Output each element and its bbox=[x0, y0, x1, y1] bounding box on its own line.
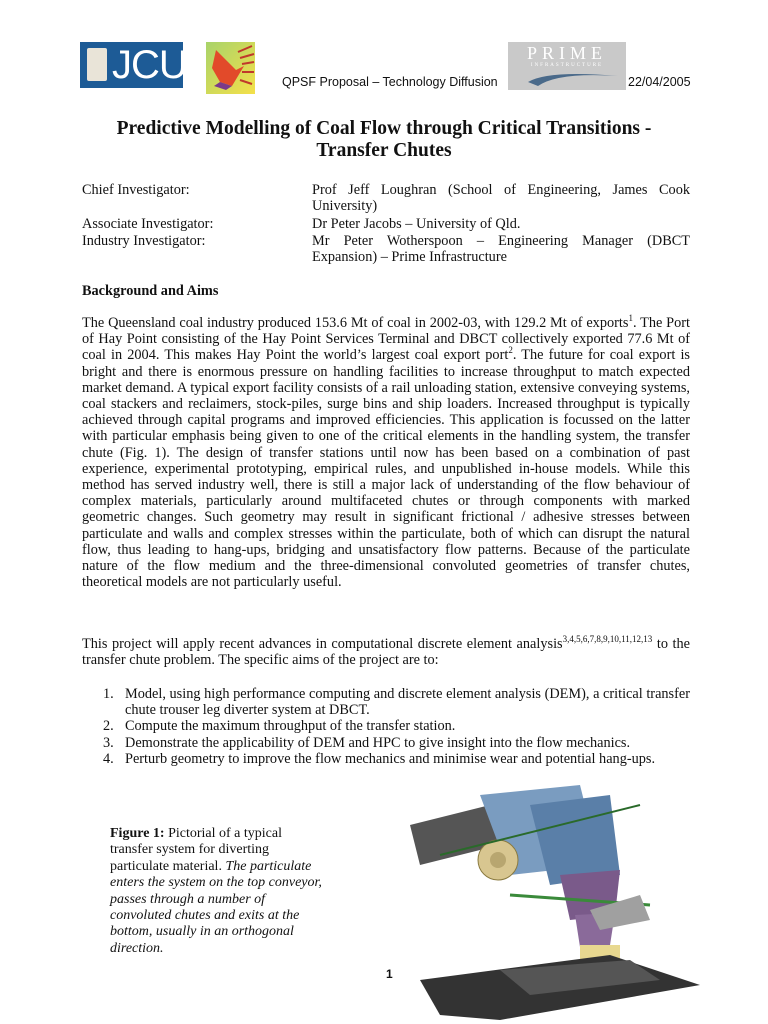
figure-caption: Figure 1: Pictorial of a typical transfer system for diverting particulate material. The particulate enters the system on the top conveyor, passes through a number of convoluted chutes and exits at the bottom, usually in an orthogonal direction. bbox=[110, 826, 322, 956]
background-paragraph: The Queensland coal industry produced 153.6 Mt of coal in 2002-03, with 129.2 Mt of exports$^1$. The Port of Hay Point consisting of the Hay Point Services Terminal and DBCT collectively exported 77.6 Mt of coal in 2004. This makes Hay Point the world’s largest coal export port$^2$. The future for coal export is bright and there is enormous pressure on handling facilities to increase throughput to match expected market demand. A typical export facility consists of a rail unloading station, extensive conveying systems, coal stackers and reclaimers, stock-piles, surge bins and ship loaders. Increased throughput is typically achieved through capital programs and improved efficiencies. This application is focussed on the latter with particular emphasis being given to one of the critical elements in the handling system, the transfer chute (Fig. 1). The design of transfer stations until now has been based on a combination of past experience, experimental prototyping, empirical rules, and unpublished in-house models. While this method has served industry well, there is still a major lack of understanding of the flow behaviour of complex materials, particularly around multifaceted chutes or through components with marked geometric changes. Such geometry may result in significant frictional / adhesive stresses between particulate and walls and complex stresses within the particulate, both of which can disrupt the natural flow, thus leading to hang-ups, bridging and unsatisfactory flow patterns. Because of the particulate nature of the flow medium and the three-dimensional convoluted geometries of transfer chutes, theoretical models are not particularly useful. bbox=[82, 313, 691, 591]
header-date: 22/04/2005 bbox=[628, 75, 691, 89]
section-heading: Background and Aims bbox=[82, 283, 219, 299]
investigator-value: Mr Peter Wotherspoon – Engineering Manager (DBCT Expansion) – Prime Infrastructure bbox=[312, 233, 690, 266]
prime-swoosh-icon bbox=[508, 68, 626, 88]
document-title bbox=[60, 118, 708, 162]
investigator-label: Chief Investigator: bbox=[82, 182, 190, 198]
footnote-ref: 2 bbox=[508, 345, 513, 356]
figure-label: Figure 1: bbox=[110, 826, 165, 841]
investigator-label: Industry Investigator: bbox=[82, 233, 206, 249]
footnote-refs: 3,4,5,6,7,8,9,10,11,12,13 bbox=[562, 634, 653, 645]
header-title: QPSF Proposal – Technology Diffusion bbox=[282, 75, 498, 89]
aim-item: 2. Compute the maximum throughput of the transfer station. bbox=[103, 718, 456, 735]
aims-list bbox=[82, 686, 690, 767]
prime-logo-text: PRIME bbox=[526, 43, 607, 63]
prime-infrastructure-logo bbox=[508, 42, 626, 90]
jcu-crest-icon bbox=[87, 48, 107, 81]
aim-item: 4. Perturb geometry to improve the flow mechanics and minimise wear and potential hang-ups. bbox=[103, 750, 656, 767]
qpsf-logo bbox=[206, 42, 255, 94]
jcu-logo bbox=[80, 42, 187, 88]
title-line-1: Predictive Modelling of Coal Flow through Critical Transitions - bbox=[116, 118, 652, 139]
aims-intro-paragraph: This project will apply recent advances in computational discrete element analysis$^{3,4,5,6,7,8,9,10,11,12,13}$ to the transfer chute problem. The specific aims of the project are to: bbox=[82, 634, 690, 669]
transfer-chute-figure bbox=[380, 785, 720, 1020]
jcu-logo-text: JCU bbox=[112, 43, 187, 87]
investigator-value: Prof Jeff Loughran (School of Engineering, James Cook University) bbox=[312, 182, 690, 215]
footnote-ref: 1 bbox=[628, 313, 633, 324]
investigator-label: Associate Investigator: bbox=[82, 216, 214, 232]
aim-item: 3. Demonstrate the applicability of DEM and HPC to give insight into the flow mechanics. bbox=[103, 734, 631, 751]
aim-item: 1. Model, using high performance computing and discrete element analysis (DEM), a critical transfer chute trouser leg diverter system at DBCT. bbox=[103, 686, 690, 719]
investigator-value: Dr Peter Jacobs – University of Qld. bbox=[312, 216, 521, 232]
page-number: 1 bbox=[386, 967, 393, 981]
prime-logo-subtext: INFRASTRUCTURE bbox=[530, 63, 604, 68]
title-line-2: Transfer Chutes bbox=[316, 140, 452, 161]
